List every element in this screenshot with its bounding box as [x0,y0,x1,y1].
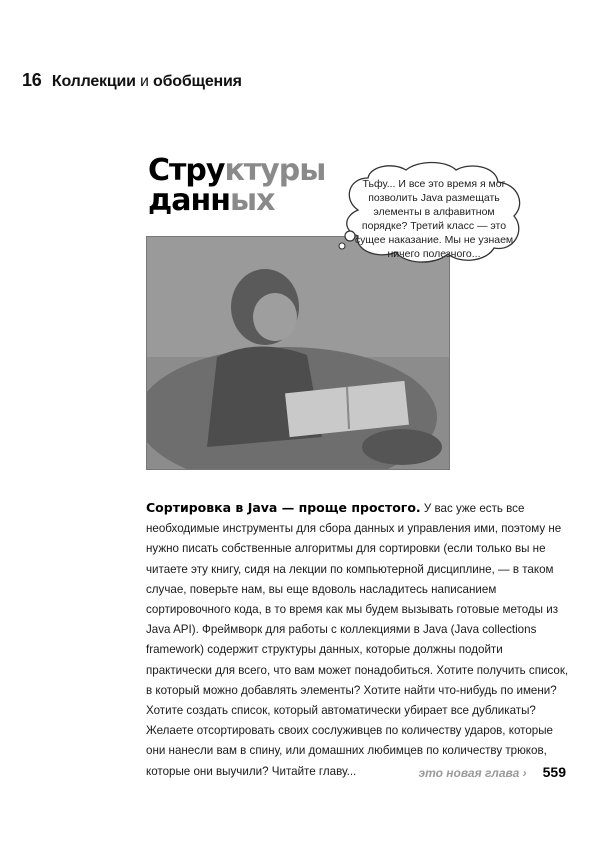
chapter-header [22,70,242,91]
body-paragraph [146,498,570,782]
page-footer [418,764,566,780]
chapter-number: 16 [22,70,42,90]
body-lead: Сортировка в Java — проще простого. [146,500,421,515]
body-text: У вас уже есть все необходимые инструменты для сбора данных и управления ими, поэтому не нужно писать собственные алгоритмы для сортировки (если только вы не читаете эту книгу, сидя на лекции по компьютерной дисциплине, — в таком случае, поверьте нам, вы еще вдоволь насладитесь написанием сортировочного кода, в то время как мы будем вызывать готовые методы из Java API). Фреймворк для работы с коллекциями в Java (Java collections framework) содержит структуры данных, которые должны подойти практически для всего, что вам может понадобиться. Хотите получить список, в который можно добавлять элементы? Хотите найти что-нибудь по имени? Хотите создать список, который автоматически убирает все дубликаты? Желаете отсортировать своих сослуживцев по количеству ударов, которые они нанесли вам в спину, или домашних любимцев по количеству трюков, которые они выучили? Читайте главу... [146,502,569,778]
title-line2-dark: данн [148,183,230,218]
chapter-photo [146,236,450,470]
title-line1-dark: Стру [148,153,225,188]
thought-bubble-text: Тьфу... И все это время я мог позволить Java размещать элементы в алфавитном порядке? Третий класс — это сущее наказание. Мы не узнаем ничего полезного... [354,178,514,260]
title-line-2 [148,183,325,218]
chapter-title-part2: и [140,73,149,90]
chapter-title [148,153,326,218]
chapter-title-part1: Коллекции [51,73,136,90]
page-number: 559 [542,764,566,780]
photo-illustration [147,237,449,469]
footer-tagline: это новая глава › [418,766,527,780]
chapter-title-part3: обобщения [153,73,242,90]
title-line-1 [148,153,326,188]
title-line2-light: ых [229,183,275,218]
title-line1-light: ктуры [224,153,326,188]
